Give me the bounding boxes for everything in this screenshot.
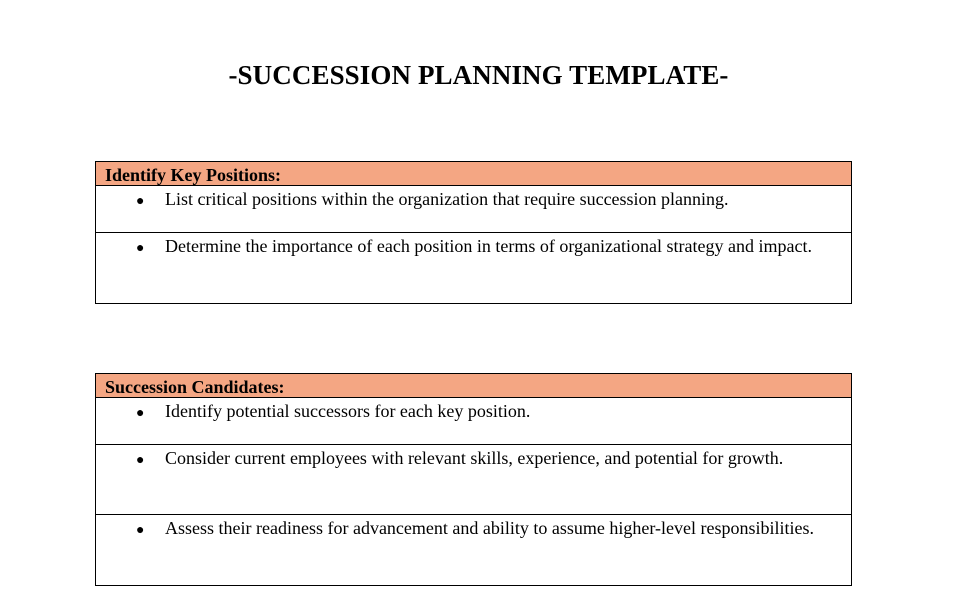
table-row <box>96 515 851 585</box>
list-item: Assess their readiness for advancement and ability to assume higher-level responsibilities. <box>165 518 814 538</box>
succession-candidates-table <box>95 373 852 586</box>
bullet-icon: ● <box>136 523 145 538</box>
table-row <box>96 398 851 445</box>
bullet-icon: ● <box>136 194 145 209</box>
bullet-icon: ● <box>136 406 145 421</box>
succession-candidates-header: Succession Candidates: <box>96 374 851 398</box>
page-title: -SUCCESSION PLANNING TEMPLATE- <box>228 60 729 90</box>
key-positions-table <box>95 161 852 304</box>
bullet-icon: ● <box>136 453 145 468</box>
table-row <box>96 233 851 303</box>
table-row <box>96 186 851 233</box>
bullet-icon: ● <box>136 241 145 256</box>
table-row <box>96 445 851 515</box>
list-item: Determine the importance of each position in terms of organizational strategy and impact. <box>165 236 812 256</box>
list-item: Consider current employees with relevant skills, experience, and potential for growth. <box>165 448 784 468</box>
key-positions-header: Identify Key Positions: <box>96 162 851 186</box>
list-item: Identify potential successors for each key position. <box>165 401 531 421</box>
list-item: List critical positions within the organization that require succession planning. <box>165 189 729 209</box>
